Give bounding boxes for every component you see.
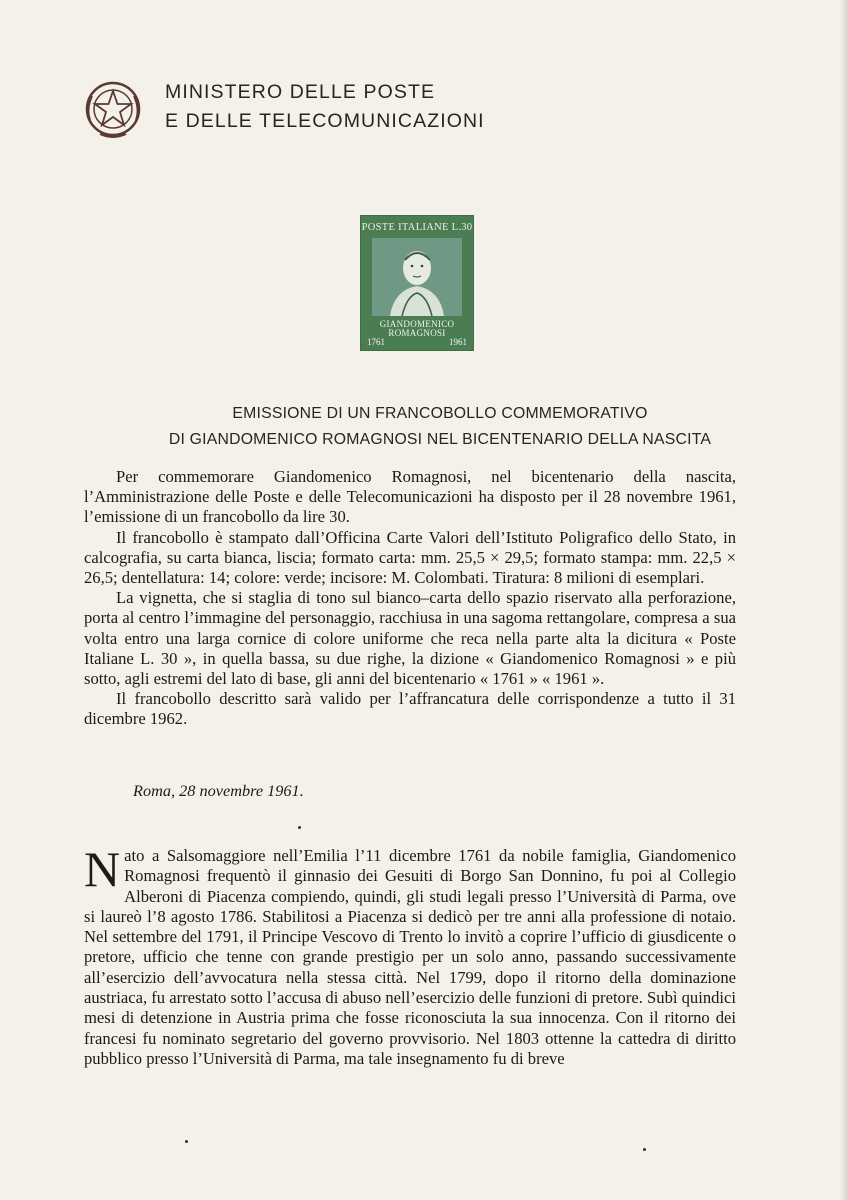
- ornament-dot: [643, 1148, 646, 1151]
- stamp-denomination: POSTE ITALIANE L.30: [361, 222, 473, 233]
- italian-republic-emblem-icon: [82, 78, 144, 140]
- issue-title: [60, 401, 820, 453]
- issue-title-line-2: DI GIANDOMENICO ROMAGNOSI NEL BICENTENARIO DELLA NASCITA: [168, 431, 712, 448]
- ornament-dot: [185, 1140, 188, 1143]
- announcement-paragraph: Il francobollo descritto sarà valido per l’affrancatura delle corrispondenze a tutto il 31 dicembre 1962.: [84, 689, 736, 729]
- ministry-name: [165, 78, 485, 136]
- stamp: [361, 216, 473, 350]
- announcement-body: [84, 467, 736, 730]
- announcement-paragraph: Per commemorare Giandomenico Romagnosi, nel bicentenario della nascita, l’Amministrazione delle Poste e delle Telecomunicazioni ha disposto per il 28 novembre 1961, l’emissione di un francobollo da lire 30.: [84, 467, 736, 527]
- announcement-paragraph: La vignetta, che si staglia di tono sul bianco–carta dello spazio riservato alla perforazione, porta al centro l’immagine del personaggio, racchiusa in una sagoma rettangolare, compresa a sua volta entro una larga cornice di colore uniforme che reca nella parte alta la dicitura « Poste Italiane L. 30 », in quella bassa, su due righe, la dizione « Giandomenico Romagnosi » e più sotto, agli estremi del lato di base, gli anni del bicentenario « 1761 » « 1961 ».: [84, 588, 736, 689]
- biography-text: ato a Salsomaggiore nell’Emilia l’11 dicembre 1761 da nobile famiglia, Giandomenico Romagnosi frequentò il ginnasio dei Gesuiti di Borgo San Donnino, fu poi al Collegio Alberoni di Piacenza compiendo, quindi, gli studi legali presso l’Università di Parma, ove si laureò l’8 agosto 1786. Stabilitosi a Piacenza si dedicò per tre anni alla professione di notaio. Nel settembre del 1791, il Principe Vescovo di Trento lo invitò a coprire l’ufficio di giusdicente o pretore, ufficio che tenne con grande prestigio per un solo anno, passando successivamente all’esercizio dell’avvocatura nella stessa città. Nel 1799, dopo il ritorno della dominazione austriaca, fu arrestato sotto l’accusa di abuso nell’esercizio delle funzioni di pretore. Subì quindici mesi di detenzione in Austria prima che fosse riconosciuta la sua innocenza. Con il ritorno dei francesi fu nominato segretario del governo provvisorio. Nel 1803 ottenne la cattedra di diritto pubblico presso l’Università di Parma, ma tale insegnamento fu di breve: [84, 846, 737, 1068]
- ministry-header: [82, 74, 542, 144]
- stamp-year-right: 1961: [449, 337, 467, 347]
- stamp-name-line-2: ROMAGNOSI: [388, 328, 446, 338]
- ornament-dot: [298, 826, 301, 829]
- stamp-image: [361, 216, 473, 350]
- stamp-name-line-1: GIANDOMENICO: [379, 319, 455, 329]
- page-edge: [840, 0, 848, 1200]
- ministry-line-2: E DELLE TELECOMUNICAZIONI: [165, 110, 485, 132]
- biography-section: [84, 841, 737, 1069]
- stamp-portrait: [372, 238, 462, 316]
- issue-title-line-1: EMISSIONE DI UN FRANCOBOLLO COMMEMORATIVO: [232, 405, 648, 422]
- drop-cap: N: [84, 841, 121, 897]
- announcement-paragraph: Il francobollo è stampato dall’Officina Carte Valori dell’Istituto Poligrafico dello Stato, in calcografia, su carta bianca, liscia; formato carta: mm. 25,5 × 29,5; formato stampa: mm. 22,5 × 26,5; dentellatura: 14; colore: verde; incisore: M. Colombati. Tiratura: 8 milioni di esemplari.: [84, 527, 736, 588]
- place-date-signature: Roma, 28 novembre 1961.: [133, 781, 304, 800]
- stamp-year-left: 1761: [367, 337, 385, 347]
- ministry-line-1: MINISTERO DELLE POSTE: [165, 81, 436, 103]
